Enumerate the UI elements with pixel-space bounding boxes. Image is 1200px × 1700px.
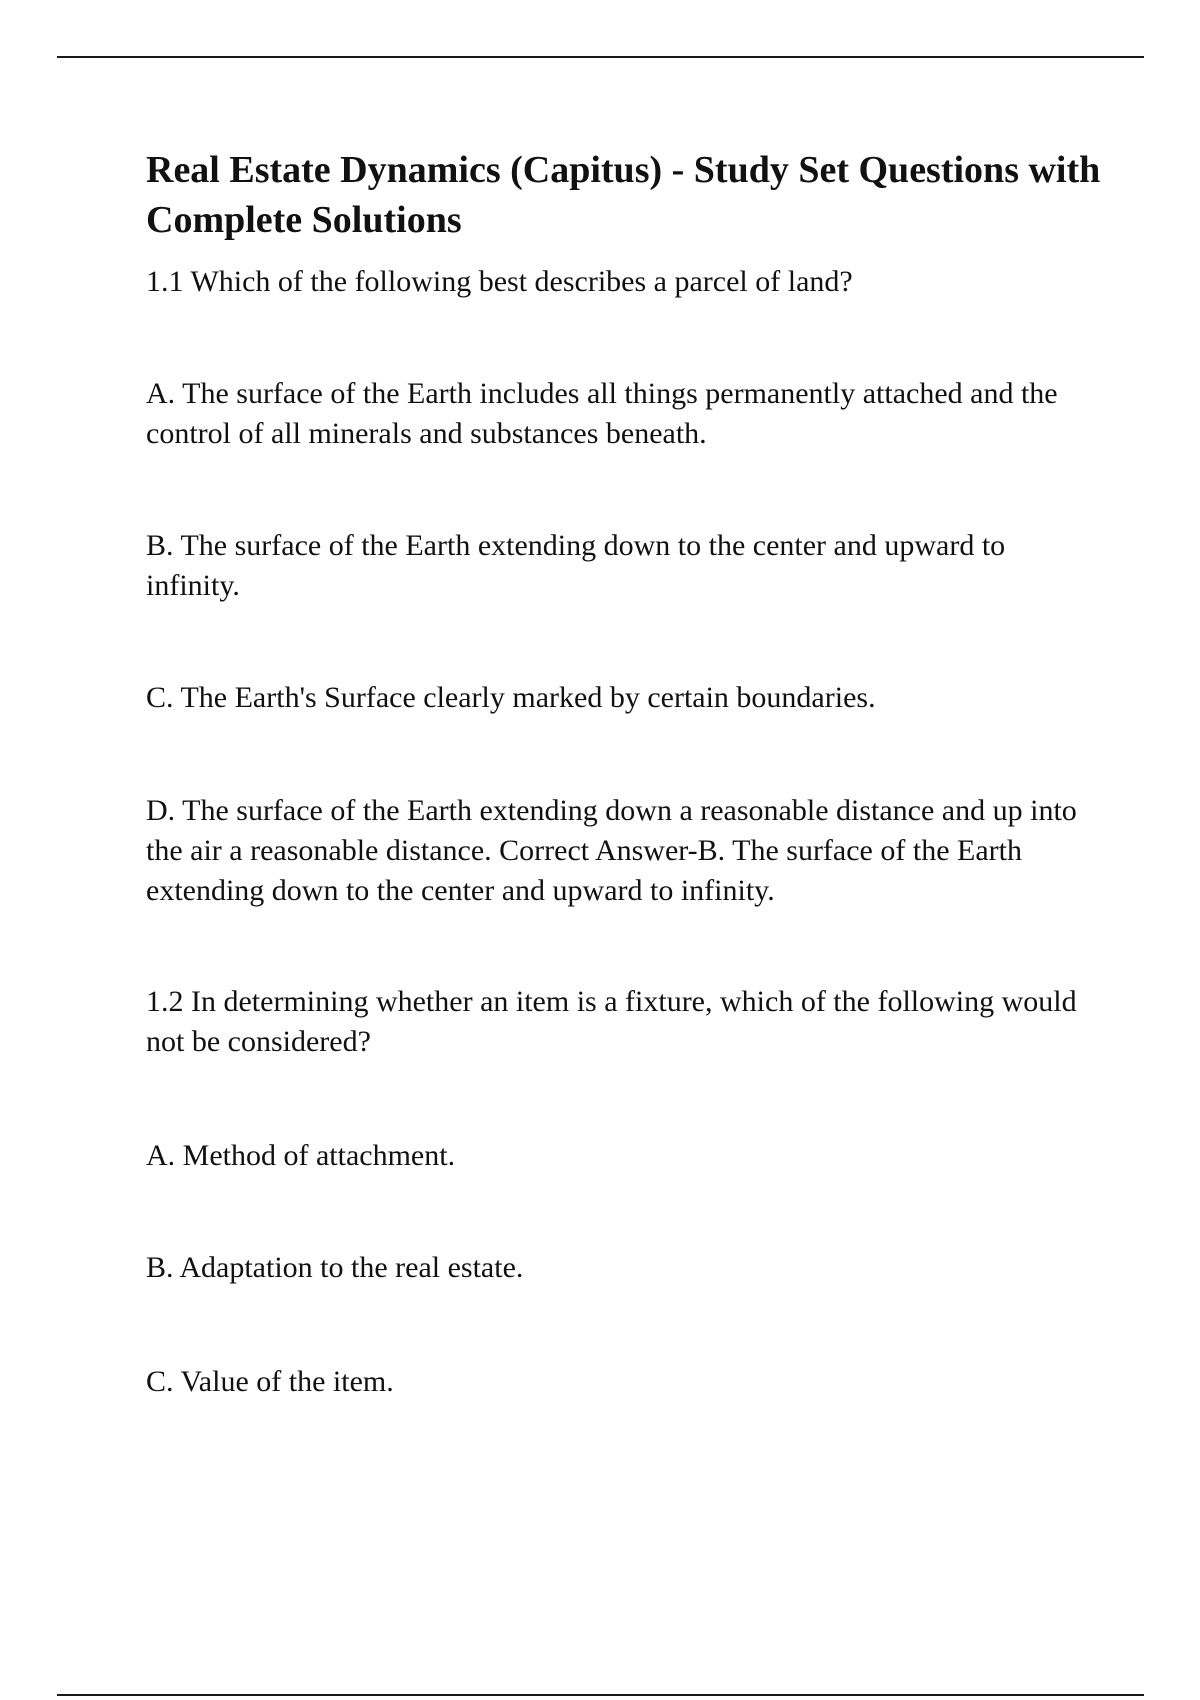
question-1-option-b: B. The surface of the Earth extending down to the center and upward to infinity. [146,529,1006,602]
question-2-option-c: C. Value of the item. [146,1365,394,1398]
question-2-option-b: B. Adaptation to the real estate. [146,1251,524,1284]
question-2-option-a: A. Method of attachment. [146,1139,456,1172]
question-1-option-a: A. The surface of the Earth includes all things permanently attached and the control of all minerals and substances beneath. [146,377,1058,450]
question-1-option-c: C. The Earth's Surface clearly marked by certain boundaries. [146,681,876,714]
question-2-prompt: 1.2 In determining whether an item is a fixture, which of the following would not be considered? [146,985,1077,1058]
top-divider [57,56,1144,58]
question-1-prompt: 1.1 Which of the following best describes a parcel of land? [146,265,853,298]
bottom-divider [57,1694,1144,1696]
document-title: Real Estate Dynamics (Capitus) - Study Set Questions with Complete Solutions [146,149,1101,241]
question-1-option-d-with-answer: D. The surface of the Earth extending down a reasonable distance and up into the air a reasonable distance. Correct Answer-B. The surface of the Earth extending down to the center and upward to infinity. [146,794,1077,907]
